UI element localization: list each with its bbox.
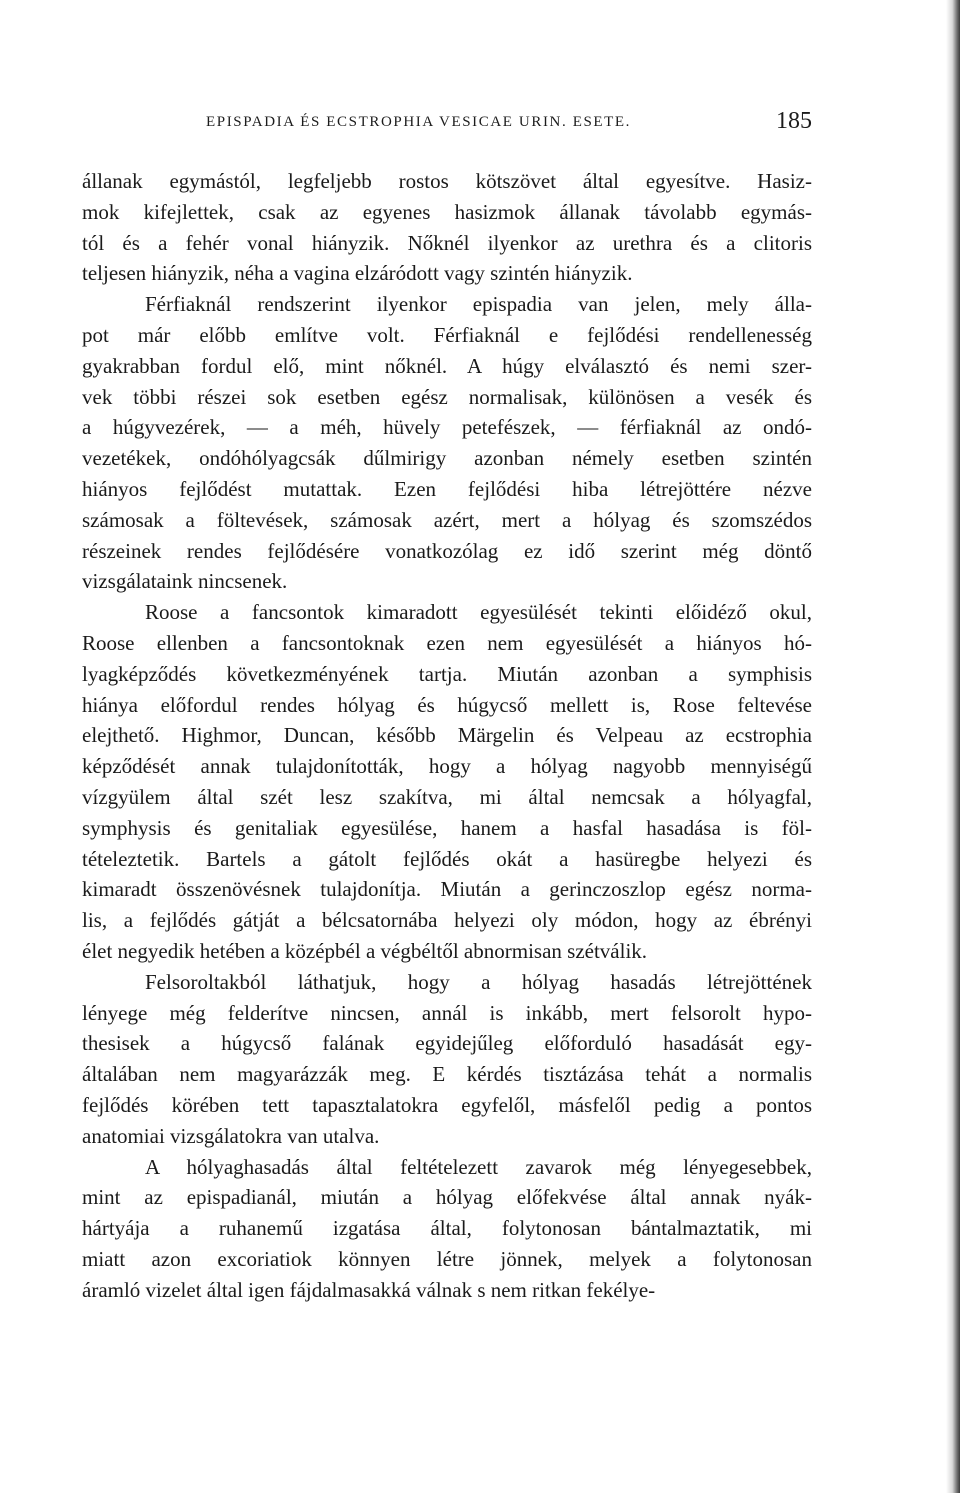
text-line: Férfiaknál rendszerint ilyenkor epispadia van jelen, mely álla- [145, 292, 812, 317]
text-line: vek többi részei sok esetben egész normalisak, különösen a vesék és [82, 384, 812, 409]
text-line: hiánya előfordul rendes hólyag és húgycső mellett is, Rose feltevése [82, 692, 812, 717]
text-line: elejthető. Highmor, Duncan, később Märgelin és Velpeau az ecstrophia [82, 723, 812, 748]
text-line: élet negyedik hetében a középbél a végbéltől abnormisan szétválik. [82, 938, 648, 963]
text-line: részeinek rendes fejlődésére vonatkozólag ez idő szerint még döntő [82, 538, 812, 563]
text-line: képződését annak tulajdonították, hogy a hólyag nagyobb mennyiségű [82, 754, 812, 779]
running-title: EPISPADIA ÉS ECSTROPHIA VESICAE URIN. ESETE. [206, 114, 632, 130]
text-line: miatt azon excoriatiok könnyen létre jönnek, melyek a folytonosan [82, 1246, 812, 1271]
text-line: vezetékek, ondóhólyagcsák dűlmirigy azonban némely esetben szintén [82, 446, 812, 471]
running-header [82, 108, 812, 138]
text-line: tól és a fehér vonal hiányzik. Nőknél ilyenkor az urethra és a clitoris [82, 230, 812, 255]
binding-edge-shadow [946, 0, 960, 1493]
text-line: számosak a föltevések, számosak azért, mert a hólyag és szomszédos [82, 507, 812, 532]
text-line: hártyája a ruhanemű izgatása által, folytonosan bántalmaztatik, mi [82, 1216, 812, 1241]
text-line: lényege még felderítve nincsen, annál is inkább, mert felsorolt hypo- [82, 1000, 812, 1025]
text-line: áramló vizelet által igen fájdalmasakká válnak s nem ritkan fekélye- [82, 1277, 656, 1302]
text-line: thesisek a húgycső falának egyidejűleg előforduló hasadását egy- [82, 1031, 812, 1056]
text-line: állanak egymástól, legfeljebb rostos kötszövet által egyesítve. Hasiz- [82, 169, 812, 193]
text-line: vízgyülem által szét lesz szakítva, mi által nemcsak a hólyagfal, [82, 784, 812, 809]
text-line: pot már előbb említve volt. Férfiaknál e fejlődési rendellenesség [82, 322, 812, 347]
text-line: lyagképződés következményének tartja. Miután azonban a symphisis [82, 661, 812, 686]
text-line: hiányos fejlődést mutattak. Ezen fejlődési hiba létrejöttére nézve [82, 476, 812, 501]
text-line: gyakrabban fordul elő, mint nőknél. A húgy elválasztó és nemi szer- [82, 353, 812, 378]
body-text [82, 166, 812, 1305]
text-line: Roose a fancsontok kimaradott egyesülését tekinti előidéző okul, [145, 600, 812, 625]
page-number: 185 [776, 108, 812, 134]
text-line: mok kifejlettek, csak az egyenes hasizmok állanak távolabb egymás- [82, 199, 812, 224]
text-line: a húgyvezérek, — a méh, hüvely petefészek, — férfiaknál az ondó- [82, 415, 812, 440]
text-line: Roose ellenben a fancsontoknak ezen nem egyesülését a hiányos hó- [82, 630, 812, 655]
text-line: lis, a fejlődés gátját a bélcsatornába helyezi oly módon, hogy az ébrényi [82, 908, 812, 933]
text-line: kimaradt összenövésnek tulajdonítja. Miután a gerinczoszlop egész norma- [82, 877, 812, 902]
text-line: A hólyaghasadás által feltételezett zavarok még lényegesebbek, [145, 1154, 812, 1179]
text-line: tételeztetik. Bartels a gátolt fejlődés okát a hasüregbe helyezi és [82, 846, 812, 871]
text-line: anatomiai vizsgálatokra van utalva. [82, 1123, 380, 1148]
text-line: teljesen hiányzik, néha a vagina elzáródott vagy szintén hiányzik. [82, 261, 633, 286]
text-line: vizsgálataink nincsenek. [82, 569, 288, 594]
text-line: Felsoroltakból láthatjuk, hogy a hólyag hasadás létrejöttének [145, 969, 812, 994]
text-line: általában nem magyarázzák meg. E kérdés tisztázása tehát a normalis [82, 1062, 812, 1087]
text-line: symphysis és genitaliak egyesülése, hanem a hasfal hasadása is föl- [82, 815, 812, 840]
text-line: mint az epispadianál, miután a hólyag előfekvése által annak nyák- [82, 1185, 812, 1210]
text-line: fejlődés körében tett tapasztalatokra egyfelől, másfelől pedig a pontos [82, 1092, 812, 1117]
